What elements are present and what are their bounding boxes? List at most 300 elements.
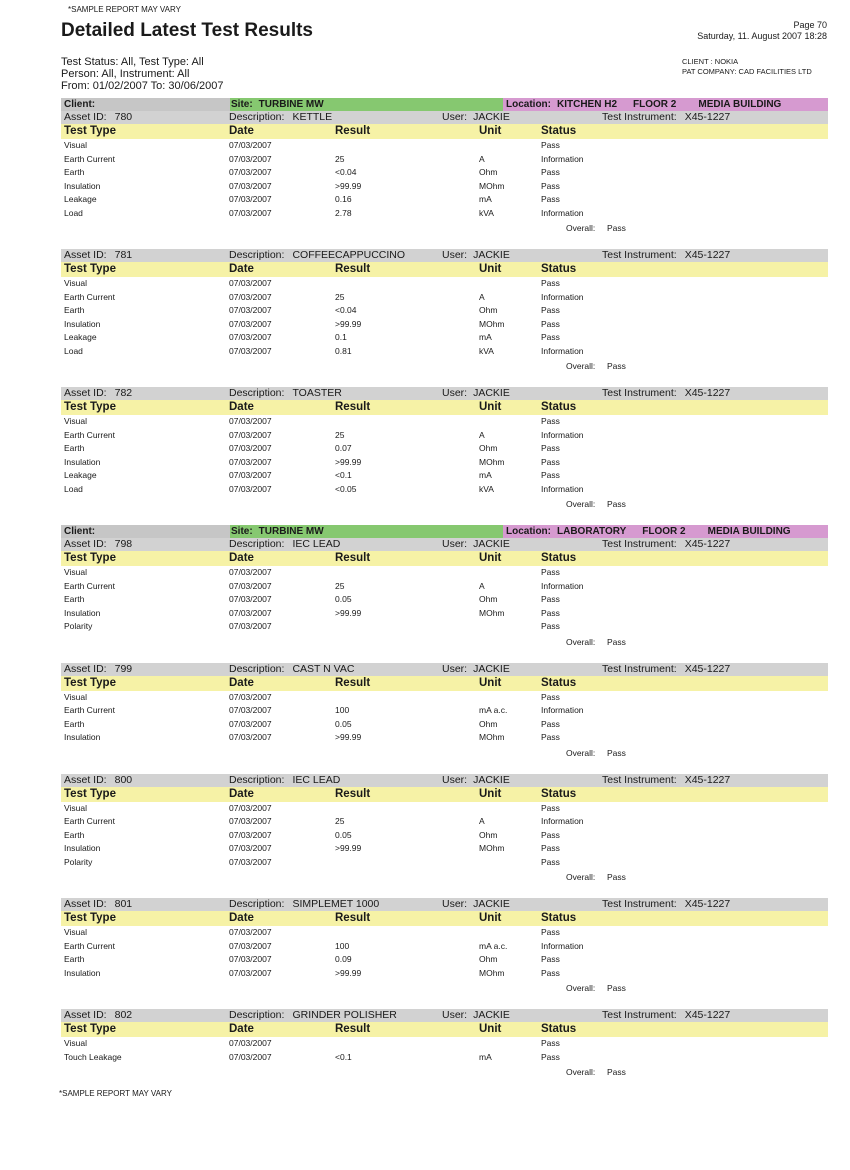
test-status: Pass: [541, 607, 560, 618]
asset-id-label: Asset ID:: [64, 1009, 107, 1021]
overall-label: Overall:: [566, 747, 596, 758]
test-type: Load: [64, 483, 83, 494]
test-type: Earth: [64, 829, 85, 840]
overall-label: Overall:: [566, 636, 596, 647]
overall-label: Overall:: [566, 1067, 596, 1077]
test-date: 07/03/2007: [229, 153, 272, 164]
asset-id: [64, 387, 132, 400]
instrument-label: Test Instrument:: [602, 773, 677, 786]
test-date: 07/03/2007: [229, 345, 272, 356]
test-date: 07/03/2007: [229, 167, 272, 177]
overall-row: [61, 980, 828, 997]
instrument-value: X45-1227: [684, 111, 731, 123]
test-status: Pass: [541, 1051, 560, 1062]
col-test-type: Test Type: [64, 1023, 116, 1035]
col-unit: Unit: [479, 912, 502, 924]
test-status: Pass: [541, 802, 560, 813]
test-unit: Ohm: [479, 718, 498, 729]
asset-description: [229, 1009, 397, 1022]
test-type: Insulation: [64, 318, 101, 329]
table-row: [61, 566, 828, 580]
test-result: 100: [335, 705, 350, 715]
asset-block: [61, 1009, 828, 1081]
test-type: Visual: [64, 567, 87, 577]
test-type: Earth: [64, 594, 85, 604]
overall-value: Pass: [607, 499, 626, 509]
test-status: Pass: [541, 691, 560, 702]
asset-user: [442, 774, 510, 787]
client-label: Client:: [64, 526, 96, 537]
test-unit: MOhm: [479, 967, 505, 978]
asset-id: [64, 898, 132, 911]
asset-instrument: [602, 387, 730, 400]
asset-id-label: Asset ID:: [64, 662, 107, 675]
col-status: Status: [541, 552, 577, 564]
instrument-value: X45-1227: [684, 898, 731, 910]
test-result: >99.99: [335, 318, 362, 329]
test-date: 07/03/2007: [229, 732, 272, 742]
col-status: Status: [541, 401, 577, 413]
col-test-type: Test Type: [64, 552, 116, 564]
test-date: 07/03/2007: [229, 718, 272, 729]
overall-value: Pass: [607, 361, 626, 371]
description-label: Description:: [229, 538, 285, 550]
test-table-header: [61, 551, 828, 566]
test-result: 25: [335, 153, 345, 164]
asset-description: [229, 898, 379, 911]
test-date: 07/03/2007: [229, 621, 272, 631]
test-unit: Ohm: [479, 167, 498, 177]
overall-row: [61, 220, 828, 237]
overall-value: Pass: [607, 983, 626, 993]
test-status: Pass: [541, 594, 560, 604]
test-type: Earth Current: [64, 291, 116, 302]
building-value: MEDIA BUILDING: [698, 99, 782, 110]
filter-range: From: 01/02/2007 To: 30/06/2007: [61, 80, 224, 92]
test-unit: Ohm: [479, 594, 498, 604]
table-row: [61, 704, 828, 718]
description-label: Description:: [229, 249, 285, 261]
test-unit: Ohm: [479, 954, 498, 964]
col-test-type: Test Type: [64, 912, 116, 924]
test-type: Earth: [64, 954, 85, 964]
test-result: 25: [335, 429, 345, 440]
test-date: 07/03/2007: [229, 207, 272, 218]
test-date: 07/03/2007: [229, 305, 272, 315]
asset-header: [61, 898, 828, 911]
asset-user: [442, 898, 510, 911]
user-label: User:: [442, 898, 468, 910]
table-row: [61, 1051, 828, 1065]
test-date: 07/03/2007: [229, 194, 272, 204]
asset-instrument: [602, 898, 730, 911]
test-status: Pass: [541, 305, 560, 315]
test-status: Information: [541, 483, 584, 494]
test-status: Information: [541, 153, 584, 164]
test-result: 25: [335, 580, 345, 591]
asset-user: [442, 1009, 510, 1022]
test-status: Information: [541, 705, 584, 715]
asset-header: [61, 111, 828, 124]
test-date: 07/03/2007: [229, 1051, 272, 1062]
test-date: 07/03/2007: [229, 967, 272, 978]
test-status: Pass: [541, 332, 560, 342]
site-label: Site:: [231, 99, 253, 110]
asset-description: [229, 111, 332, 124]
table-row: [61, 456, 828, 470]
page-number: Page 70: [793, 20, 827, 30]
table-row: [61, 304, 828, 318]
table-row: [61, 967, 828, 981]
test-unit: A: [479, 816, 485, 826]
col-unit: Unit: [479, 1023, 502, 1035]
test-type: Visual: [64, 278, 87, 288]
test-table-header: [61, 124, 828, 139]
overall-row: [61, 634, 828, 651]
client-label: Client:: [64, 99, 96, 110]
test-type: Leakage: [64, 194, 97, 204]
description-label: Description:: [229, 111, 285, 123]
asset-id-value: 802: [114, 1009, 133, 1021]
table-row: [61, 318, 828, 332]
asset-id-value: 799: [114, 662, 133, 675]
description-label: Description:: [229, 773, 285, 786]
table-row: [61, 580, 828, 594]
test-unit: Ohm: [479, 305, 498, 315]
asset-header: [61, 387, 828, 400]
test-status: Pass: [541, 843, 560, 853]
client-segment: [61, 98, 230, 111]
description-value: IEC LEAD: [292, 773, 341, 786]
test-type: Earth Current: [64, 940, 116, 951]
test-status: Pass: [541, 621, 560, 631]
test-result: <0.04: [335, 167, 357, 177]
test-status: Pass: [541, 167, 560, 177]
col-result: Result: [335, 263, 371, 275]
overall-label: Overall:: [566, 361, 596, 371]
table-row: [61, 483, 828, 497]
test-status: Information: [541, 940, 584, 951]
user-value: JACKIE: [473, 898, 510, 910]
test-type: Insulation: [64, 456, 101, 467]
col-date: Date: [229, 676, 254, 689]
test-unit: kVA: [479, 207, 494, 218]
test-type: Earth Current: [64, 429, 116, 440]
test-status: Information: [541, 345, 584, 356]
test-type: Earth Current: [64, 816, 116, 826]
test-type: Load: [64, 345, 83, 356]
test-type: Visual: [64, 416, 87, 426]
location-band: [61, 98, 828, 111]
table-row: [61, 829, 828, 843]
test-date: 07/03/2007: [229, 470, 272, 480]
asset-header: [61, 663, 828, 676]
test-status: Pass: [541, 318, 560, 329]
test-result: 0.09: [335, 954, 352, 964]
asset-id: [64, 538, 132, 551]
table-row: [61, 718, 828, 732]
test-date: 07/03/2007: [229, 443, 272, 453]
test-date: 07/03/2007: [229, 567, 272, 577]
test-status: Pass: [541, 180, 560, 191]
test-unit: A: [479, 580, 485, 591]
site-value: TURBINE MW: [258, 526, 324, 537]
col-date: Date: [229, 912, 254, 924]
test-result: 0.07: [335, 443, 352, 453]
asset-block: [61, 387, 828, 513]
instrument-value: X45-1227: [684, 773, 731, 786]
user-label: User:: [442, 538, 468, 550]
location-label: Location:: [506, 526, 551, 537]
asset-description: [229, 538, 340, 551]
test-result: 0.05: [335, 718, 352, 729]
test-status: Information: [541, 207, 584, 218]
test-unit: A: [479, 153, 485, 164]
test-date: 07/03/2007: [229, 594, 272, 604]
test-type: Earth Current: [64, 580, 116, 591]
col-date: Date: [229, 401, 254, 413]
col-unit: Unit: [479, 787, 502, 800]
asset-instrument: [602, 111, 730, 124]
report-body: [61, 98, 828, 1093]
user-value: JACKIE: [473, 662, 510, 675]
instrument-label: Test Instrument:: [602, 898, 677, 910]
test-unit: kVA: [479, 345, 494, 356]
description-value: KETTLE: [292, 111, 333, 123]
table-row: [61, 940, 828, 954]
test-type: Visual: [64, 927, 87, 937]
col-result: Result: [335, 125, 371, 137]
test-type: Leakage: [64, 470, 97, 480]
overall-value: Pass: [607, 223, 626, 233]
test-unit: mA a.c.: [479, 940, 508, 951]
floor-value: FLOOR 2: [633, 99, 677, 110]
test-unit: Ohm: [479, 829, 498, 840]
test-unit: MOhm: [479, 843, 505, 853]
building-value: MEDIA BUILDING: [707, 526, 791, 537]
col-unit: Unit: [479, 552, 502, 564]
test-result: 2.78: [335, 207, 352, 218]
test-date: 07/03/2007: [229, 332, 272, 342]
test-type: Insulation: [64, 732, 101, 742]
test-result: <0.1: [335, 1051, 352, 1062]
test-date: 07/03/2007: [229, 456, 272, 467]
col-unit: Unit: [479, 676, 502, 689]
test-date: 07/03/2007: [229, 954, 272, 964]
test-result: 25: [335, 291, 345, 302]
overall-label: Overall:: [566, 499, 596, 509]
test-result: <0.05: [335, 483, 357, 494]
test-unit: MOhm: [479, 456, 505, 467]
col-test-type: Test Type: [64, 401, 116, 413]
test-date: 07/03/2007: [229, 802, 272, 813]
user-value: JACKIE: [473, 249, 510, 261]
test-status: Pass: [541, 1038, 560, 1048]
pat-company: PAT COMPANY: CAD FACILITIES LTD: [682, 67, 812, 76]
test-table-header: [61, 911, 828, 926]
test-unit: kVA: [479, 483, 494, 494]
col-status: Status: [541, 912, 577, 924]
test-unit: mA: [479, 194, 492, 204]
test-table-header: [61, 1022, 828, 1037]
test-status: Information: [541, 429, 584, 440]
asset-id-label: Asset ID:: [64, 773, 107, 786]
table-row: [61, 429, 828, 443]
report-datetime: Saturday, 11. August 2007 18:28: [697, 31, 827, 41]
asset-header: [61, 249, 828, 262]
test-type: Earth: [64, 443, 85, 453]
test-type: Touch Leakage: [64, 1051, 122, 1062]
asset-id: [64, 774, 132, 787]
test-type: Visual: [64, 691, 87, 702]
col-date: Date: [229, 263, 254, 275]
test-unit: MOhm: [479, 732, 505, 742]
test-result: >99.99: [335, 732, 362, 742]
asset-user: [442, 387, 510, 400]
test-status: Pass: [541, 416, 560, 426]
test-unit: MOhm: [479, 607, 505, 618]
test-type: Insulation: [64, 967, 101, 978]
test-status: Pass: [541, 194, 560, 204]
test-type: Earth: [64, 718, 85, 729]
col-date: Date: [229, 125, 254, 137]
overall-label: Overall:: [566, 872, 596, 882]
test-type: Load: [64, 207, 83, 218]
table-row: [61, 953, 828, 967]
user-value: JACKIE: [473, 1009, 510, 1021]
description-value: GRINDER POLISHER: [292, 1009, 397, 1021]
description-value: CAST N VAC: [292, 662, 355, 675]
asset-instrument: [602, 774, 730, 787]
test-result: <0.04: [335, 305, 357, 315]
description-label: Description:: [229, 898, 285, 910]
user-label: User:: [442, 249, 468, 261]
table-row: [61, 691, 828, 705]
col-result: Result: [335, 787, 371, 800]
overall-value: Pass: [607, 872, 626, 882]
description-value: TOASTER: [292, 387, 342, 399]
test-status: Pass: [541, 967, 560, 978]
col-date: Date: [229, 552, 254, 564]
asset-user: [442, 249, 510, 262]
test-date: 07/03/2007: [229, 180, 272, 191]
col-test-type: Test Type: [64, 263, 116, 275]
table-row: [61, 802, 828, 816]
test-type: Polarity: [64, 856, 93, 867]
col-result: Result: [335, 401, 371, 413]
test-status: Pass: [541, 140, 560, 150]
test-status: Pass: [541, 829, 560, 840]
test-date: 07/03/2007: [229, 940, 272, 951]
table-row: [61, 469, 828, 483]
test-type: Visual: [64, 140, 87, 150]
asset-header: [61, 1009, 828, 1022]
test-date: 07/03/2007: [229, 607, 272, 618]
table-row: [61, 291, 828, 305]
user-label: User:: [442, 111, 468, 123]
table-row: [61, 593, 828, 607]
table-row: [61, 442, 828, 456]
test-type: Earth Current: [64, 153, 116, 164]
asset-block: [61, 663, 828, 762]
client-name: CLIENT : NOKIA: [682, 57, 739, 66]
asset-id-value: 801: [114, 898, 133, 910]
table-row: [61, 277, 828, 291]
overall-value: Pass: [607, 747, 626, 758]
instrument-label: Test Instrument:: [602, 662, 677, 675]
asset-block: [61, 898, 828, 997]
test-table-header: [61, 400, 828, 415]
test-status: Pass: [541, 856, 560, 867]
site-segment: [230, 525, 503, 538]
test-result: >99.99: [335, 180, 362, 191]
table-row: [61, 926, 828, 940]
test-type: Leakage: [64, 332, 97, 342]
asset-id-label: Asset ID:: [64, 538, 107, 550]
test-result: >99.99: [335, 607, 362, 618]
asset-id-value: 798: [114, 538, 133, 550]
test-result: 0.05: [335, 594, 352, 604]
test-table-header: [61, 262, 828, 277]
overall-row: [61, 358, 828, 375]
location-band: [61, 525, 828, 538]
test-date: 07/03/2007: [229, 278, 272, 288]
table-row: [61, 166, 828, 180]
report-title: Detailed Latest Test Results: [61, 20, 314, 41]
filter-status: Test Status: All, Test Type: All: [61, 56, 204, 68]
asset-description: [229, 387, 342, 400]
test-date: 07/03/2007: [229, 140, 272, 150]
col-date: Date: [229, 787, 254, 800]
overall-label: Overall:: [566, 983, 596, 993]
instrument-value: X45-1227: [684, 249, 731, 261]
col-status: Status: [541, 263, 577, 275]
test-unit: mA a.c.: [479, 705, 508, 715]
test-type: Earth: [64, 167, 85, 177]
test-date: 07/03/2007: [229, 829, 272, 840]
table-row: [61, 607, 828, 621]
test-unit: MOhm: [479, 180, 505, 191]
asset-block: [61, 249, 828, 375]
table-row: [61, 180, 828, 194]
asset-id-value: 782: [114, 387, 133, 399]
col-unit: Unit: [479, 263, 502, 275]
test-table-header: [61, 676, 828, 691]
test-status: Pass: [541, 278, 560, 288]
instrument-label: Test Instrument:: [602, 249, 677, 261]
client-segment: [61, 525, 230, 538]
overall-label: Overall:: [566, 223, 596, 233]
test-type: Earth Current: [64, 705, 116, 715]
test-result: 0.1: [335, 332, 347, 342]
test-status: Pass: [541, 732, 560, 742]
location-segment: [503, 525, 828, 538]
table-row: [61, 1037, 828, 1051]
user-label: User:: [442, 773, 468, 786]
test-type: Polarity: [64, 621, 93, 631]
instrument-value: X45-1227: [684, 1009, 731, 1021]
user-value: JACKIE: [473, 773, 510, 786]
user-value: JACKIE: [473, 387, 510, 399]
test-result: 100: [335, 940, 350, 951]
col-unit: Unit: [479, 125, 502, 137]
test-result: <0.1: [335, 470, 352, 480]
instrument-value: X45-1227: [684, 662, 731, 675]
description-value: IEC LEAD: [292, 538, 341, 550]
overall-row: [61, 1064, 828, 1081]
description-label: Description:: [229, 662, 285, 675]
overall-row: [61, 496, 828, 513]
